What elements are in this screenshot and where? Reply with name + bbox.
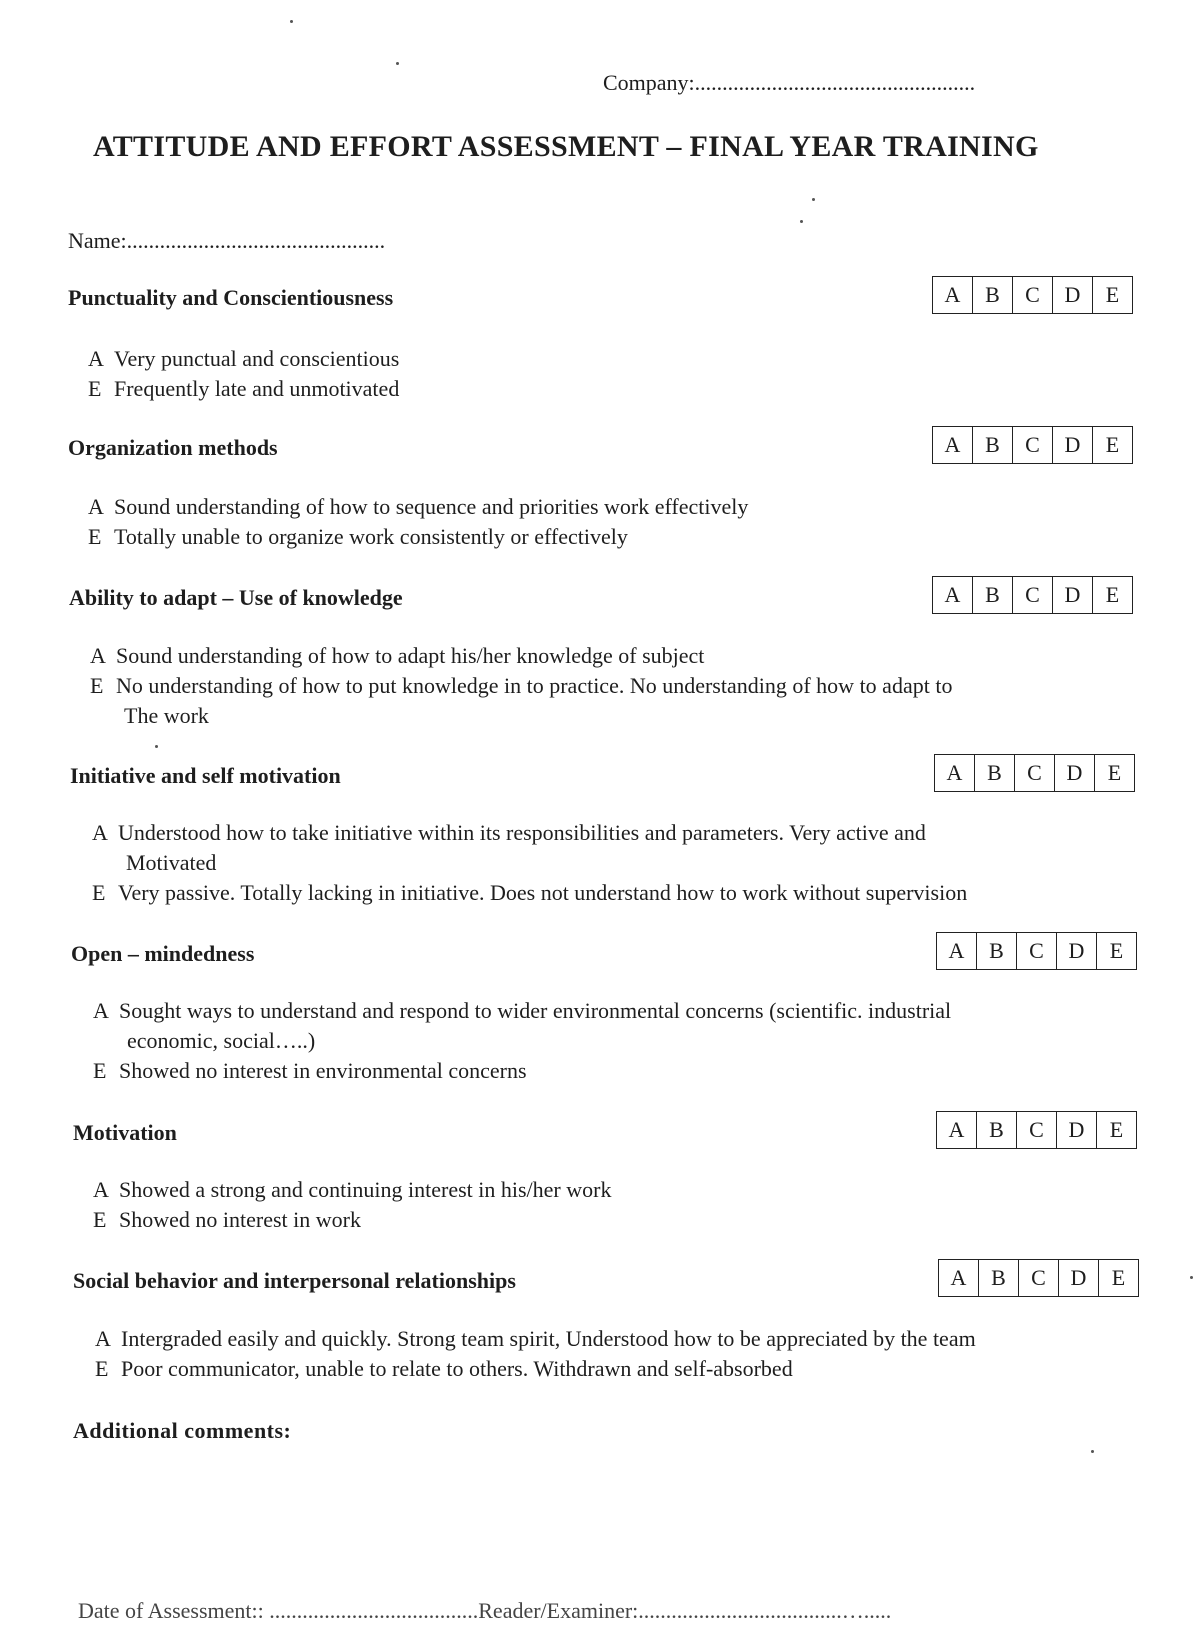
grade-box-organization[interactable] [932, 426, 1133, 464]
descriptor-text: Frequently late and unmotivated [114, 376, 400, 401]
grade-option-d[interactable]: D [1052, 427, 1092, 463]
grade-option-b[interactable]: B [976, 1112, 1016, 1148]
name-field[interactable]: Name:............................................... [68, 228, 386, 253]
grade-option-a[interactable]: A [944, 582, 961, 607]
grade-option-c[interactable]: C [1012, 277, 1052, 313]
grade-option-c[interactable]: C [1014, 755, 1054, 791]
scan-speck [800, 220, 803, 223]
grade-box-open-mindedness[interactable] [936, 932, 1137, 970]
descriptor-text: Showed no interest in environmental concerns [119, 1058, 527, 1083]
descriptor-e [92, 878, 967, 908]
descriptor-text: No understanding of how to put knowledge in to practice. No understanding of how to adapt to [116, 673, 953, 698]
descriptor-letter: A [95, 1326, 111, 1351]
grade-option-c[interactable]: C [1016, 933, 1056, 969]
grade-option-e[interactable]: E [1092, 427, 1132, 463]
section-descriptions-punctuality [88, 344, 399, 404]
descriptor-text: Sound understanding of how to adapt his/her knowledge of subject [116, 643, 705, 668]
section-descriptions-organization [88, 492, 748, 552]
descriptor-text: Showed a strong and continuing interest in his/her work [119, 1177, 612, 1202]
descriptor-letter: E [93, 1207, 107, 1232]
date-examiner-line[interactable]: Date of Assessment:: ......................................Reader/Examiner:.....................................…..... [78, 1598, 892, 1623]
descriptor-text: Showed no interest in work [119, 1207, 361, 1232]
grade-option-d[interactable]: D [1052, 277, 1092, 313]
scan-speck [396, 62, 399, 65]
grade-option-c[interactable]: C [1016, 1112, 1056, 1148]
grade-option-e[interactable]: E [1096, 933, 1136, 969]
grade-option-e[interactable]: E [1096, 1112, 1136, 1148]
section-descriptions-initiative [92, 818, 967, 908]
scan-speck [155, 745, 158, 748]
descriptor-letter: A [92, 820, 108, 845]
grade-box-motivation[interactable] [936, 1111, 1137, 1149]
section-heading-organization: Organization methods [68, 435, 278, 460]
descriptor-letter: A [93, 998, 109, 1023]
section-heading-punctuality: Punctuality and Conscientiousness [68, 285, 394, 310]
descriptor-letter: E [88, 376, 102, 401]
descriptor-letter: A [90, 643, 106, 668]
section-heading-open-mindedness: Open – mindedness [71, 941, 255, 966]
descriptor-e [88, 374, 399, 404]
descriptor-a-continuation: economic, social…..) [127, 1028, 316, 1053]
descriptor-a [90, 641, 952, 671]
descriptor-letter: A [88, 346, 104, 371]
section-descriptions-open-mindedness [93, 996, 951, 1086]
grade-option-a[interactable]: A [946, 760, 963, 785]
descriptor-letter: E [88, 524, 102, 549]
scan-speck [290, 20, 293, 23]
descriptor-e [95, 1354, 976, 1384]
descriptor-e [93, 1205, 611, 1235]
grade-box-adaptability[interactable] [932, 576, 1133, 614]
scan-speck [812, 198, 815, 201]
section-heading-initiative: Initiative and self motivation [70, 763, 341, 788]
grade-option-b[interactable]: B [972, 277, 1012, 313]
descriptor-letter: E [90, 673, 104, 698]
grade-option-a[interactable]: A [944, 432, 961, 457]
grade-option-a[interactable]: A [950, 1265, 967, 1290]
descriptor-a [95, 1324, 976, 1354]
grade-option-c[interactable]: C [1012, 427, 1052, 463]
descriptor-letter: E [95, 1356, 109, 1381]
grade-option-b[interactable]: B [976, 933, 1016, 969]
page-title: ATTITUDE AND EFFORT ASSESSMENT – FINAL YEAR TRAINING [93, 130, 1039, 163]
descriptor-text: Understood how to take initiative within its responsibilities and parameters. Very active and [118, 820, 926, 845]
company-field[interactable]: Company:................................................... [603, 70, 976, 95]
grade-option-d[interactable]: D [1056, 1112, 1096, 1148]
grade-option-e[interactable]: E [1094, 755, 1134, 791]
descriptor-letter: E [92, 880, 106, 905]
grade-option-c[interactable]: C [1018, 1260, 1058, 1296]
section-descriptions-social-behavior [95, 1324, 976, 1384]
grade-option-c[interactable]: C [1012, 577, 1052, 613]
grade-option-b[interactable]: B [978, 1260, 1018, 1296]
descriptor-text: Intergraded easily and quickly. Strong team spirit, Understood how to be appreciated by the team [121, 1326, 976, 1351]
descriptor-text: Totally unable to organize work consistently or effectively [114, 524, 628, 549]
grade-option-e[interactable]: E [1092, 577, 1132, 613]
grade-option-e[interactable]: E [1092, 277, 1132, 313]
descriptor-text: Poor communicator, unable to relate to others. Withdrawn and self-absorbed [121, 1356, 793, 1381]
section-heading-adaptability: Ability to adapt – Use of knowledge [69, 585, 403, 610]
descriptor-letter: A [93, 1177, 109, 1202]
descriptor-a [93, 1175, 611, 1205]
grade-option-a[interactable]: A [948, 938, 965, 963]
scan-speck [1190, 1276, 1193, 1279]
descriptor-a [88, 492, 748, 522]
grade-option-d[interactable]: D [1056, 933, 1096, 969]
descriptor-a [88, 344, 399, 374]
descriptor-a [92, 818, 967, 848]
grade-option-e[interactable]: E [1098, 1260, 1138, 1296]
section-descriptions-adaptability [90, 641, 952, 731]
descriptor-e [90, 671, 952, 701]
grade-box-punctuality[interactable] [932, 276, 1133, 314]
descriptor-e [93, 1056, 951, 1086]
section-heading-social-behavior: Social behavior and interpersonal relationships [73, 1268, 516, 1293]
section-heading-motivation: Motivation [73, 1120, 177, 1145]
grade-option-d[interactable]: D [1054, 755, 1094, 791]
descriptor-letter: A [88, 494, 104, 519]
descriptor-a-continuation: Motivated [126, 850, 217, 875]
grade-box-initiative[interactable] [934, 754, 1135, 792]
grade-option-b[interactable]: B [972, 427, 1012, 463]
descriptor-text: Sound understanding of how to sequence and priorities work effectively [114, 494, 749, 519]
descriptor-text: Very passive. Totally lacking in initiative. Does not understand how to work without supervision [118, 880, 968, 905]
grade-option-d[interactable]: D [1052, 577, 1092, 613]
grade-option-a[interactable]: A [944, 282, 961, 307]
descriptor-e [88, 522, 748, 552]
descriptor-a [93, 996, 951, 1026]
descriptor-letter: E [93, 1058, 107, 1083]
section-descriptions-motivation [93, 1175, 611, 1235]
grade-option-d[interactable]: D [1058, 1260, 1098, 1296]
grade-box-social-behavior[interactable] [938, 1259, 1139, 1297]
grade-option-a[interactable]: A [948, 1117, 965, 1142]
grade-option-b[interactable]: B [972, 577, 1012, 613]
descriptor-text: Very punctual and conscientious [114, 346, 400, 371]
additional-comments-label: Additional comments: [73, 1418, 292, 1443]
descriptor-text: Sought ways to understand and respond to wider environmental concerns (scientific. industrial [119, 998, 952, 1023]
scan-speck [1091, 1450, 1094, 1453]
descriptor-e-continuation: The work [124, 703, 209, 728]
grade-option-b[interactable]: B [974, 755, 1014, 791]
